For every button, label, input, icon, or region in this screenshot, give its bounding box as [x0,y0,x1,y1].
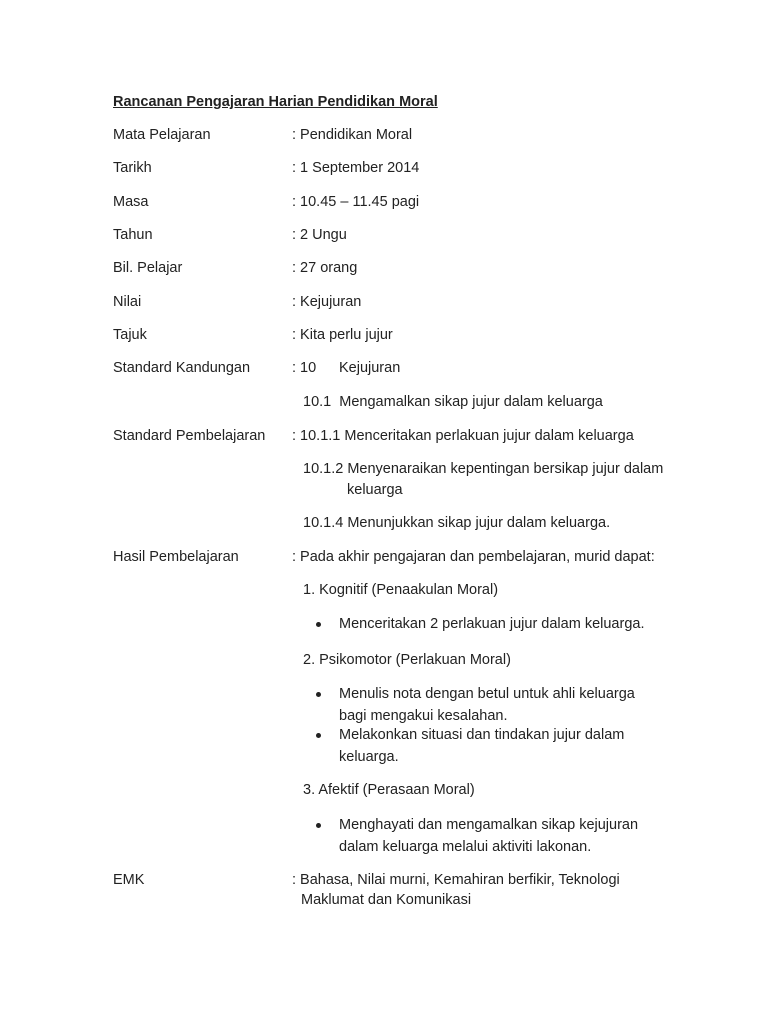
hasil-afektif-bullet-1-line-1: Menghayati dan mengamalkan sikap kejujuran [339,817,639,833]
row-label-bil-pelajar: Bil. Pelajar [113,260,183,276]
standard-pembelajaran-item-2-line-1: 10.1.2 Menyenaraikan kepentingan bersikap jujur dalam [303,461,664,477]
standard-kandungan-number: : 10 [292,360,317,376]
hasil-kognitif-bullet-1: Menceritakan 2 perlakuan jujur dalam keluarga. [339,616,645,632]
row-value-mata-pelajaran: : Pendidikan Moral [292,127,413,143]
hasil-psikomotor-bullet-1-line-2: bagi mengakui kesalahan. [339,708,508,724]
row-value-tajuk: : Kita perlu jujur [292,327,393,343]
hasil-afektif-bullet-1-line-2: dalam keluarga melalui aktiviti lakonan. [339,839,592,855]
row-value-tahun: : 2 Ungu [292,227,347,243]
row-value-nilai: : Kejujuran [292,294,362,310]
bullet-icon [316,692,321,697]
standard-pembelajaran-label: Standard Pembelajaran [113,428,266,444]
bullet-icon [316,733,321,738]
row-label-nilai: Nilai [113,294,142,310]
standard-kandungan-text: Kejujuran [339,360,401,376]
standard-kandungan-label: Standard Kandungan [113,360,251,376]
document-title: Rancanan Pengajaran Harian Pendidikan Moral [113,94,438,110]
hasil-heading-afektif: 3. Afektif (Perasaan Moral) [303,782,475,798]
emk-value-line-2: Maklumat dan Komunikasi [301,892,472,908]
row-value-bil-pelajar: : 27 orang [292,260,358,276]
hasil-heading-psikomotor: 2. Psikomotor (Perlakuan Moral) [303,652,511,668]
row-label-tahun: Tahun [113,227,153,243]
hasil-psikomotor-bullet-2-line-1: Melakonkan situasi dan tindakan jujur dalam [339,727,625,743]
hasil-psikomotor-bullet-1-line-1: Menulis nota dengan betul untuk ahli keluarga [339,686,635,702]
standard-pembelajaran-item-1: : 10.1.1 Menceritakan perlakuan jujur dalam keluarga [292,428,634,444]
standard-pembelajaran-item-3: 10.1.4 Menunjukkan sikap jujur dalam keluarga. [303,515,611,531]
hasil-heading-kognitif: 1. Kognitif (Penaakulan Moral) [303,582,499,598]
bullet-icon [316,823,321,828]
row-label-masa: Masa [113,194,149,210]
row-value-masa: : 10.45 – 11.45 pagi [292,194,420,210]
row-value-tarikh: : 1 September 2014 [292,160,420,176]
emk-label: EMK [113,872,145,888]
emk-value-line-1: : Bahasa, Nilai murni, Kemahiran berfikir, Teknologi [292,872,620,888]
standard-kandungan-sub: 10.1 Mengamalkan sikap jujur dalam keluarga [303,394,603,410]
row-label-tajuk: Tajuk [113,327,147,343]
bullet-icon [316,622,321,627]
hasil-pembelajaran-label: Hasil Pembelajaran [113,549,239,565]
hasil-psikomotor-bullet-2-line-2: keluarga. [339,749,399,765]
row-label-mata-pelajaran: Mata Pelajaran [113,127,211,143]
hasil-pembelajaran-intro: : Pada akhir pengajaran dan pembelajaran, murid dapat: [292,549,655,565]
standard-pembelajaran-item-2-line-2: keluarga [347,482,403,498]
row-label-tarikh: Tarikh [113,160,152,176]
